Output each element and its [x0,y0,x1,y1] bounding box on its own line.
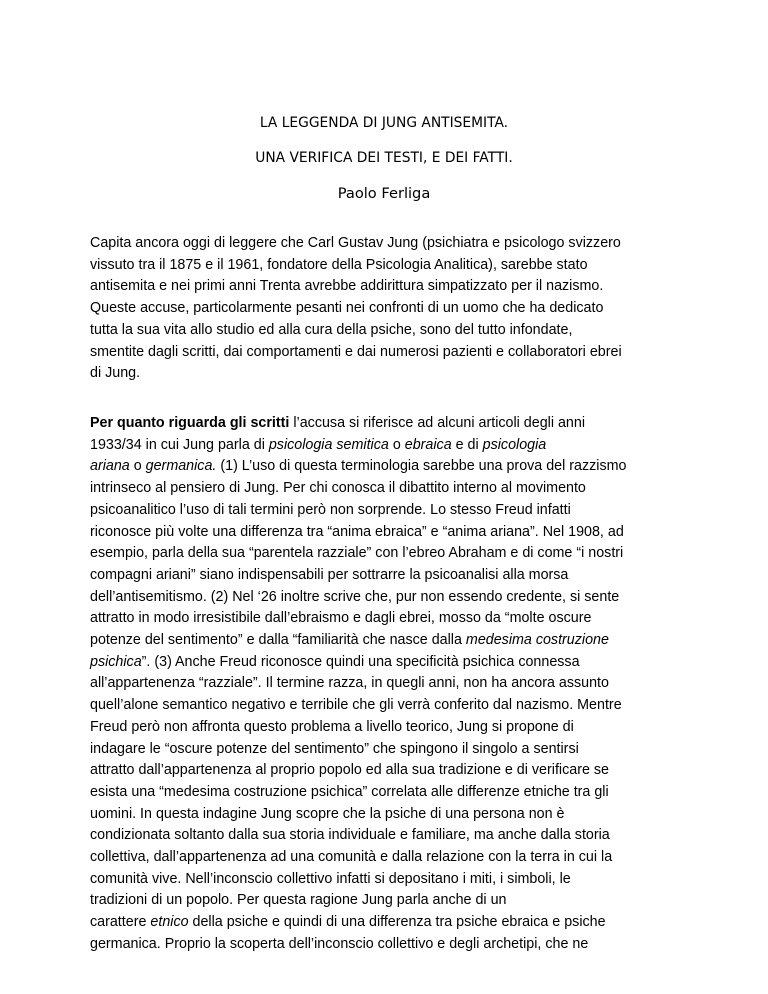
text-line: antisemita e nei primi anni Trenta avrebbe addirittura simpatizzato per il nazismo. [90,278,604,295]
text-line: carattere etnico della psiche e quindi di una differenza tra psiche ebraica e psiche [90,914,606,931]
text-line: potenze del sentimento” e dalla “familiarità che nasce dalla medesima costruzione [90,632,609,649]
text-line: condizionata soltanto dalla sua storia individuale e familiare, ma anche dalla storia [90,827,610,844]
text-line: psichica”. (3) Anche Freud riconosce quindi una specificità psichica connessa [90,653,580,670]
text-line: collettiva, dall’appartenenza ad una comunità e dalla relazione con la terra in cui la [90,849,613,866]
text-line: psicoanalitico l’uso di tali termini però non sorprende. Lo stesso Freud infatti [90,501,571,518]
text-line: tradizioni di un popolo. Per questa ragione Jung parla anche di un [90,892,507,909]
bold-lead: Per quanto riguarda gli scritti [90,415,290,431]
text-line: all’appartenenza “razziale”. Il termine razza, in quegli anni, non ha ancora assunto [90,675,609,692]
text-line: vissuto tra il 1875 e il 1961, fondatore della Psicologia Analitica), sarebbe stato [90,256,588,273]
text-line: 1933/34 in cui Jung parla di psicologia semitica o ebraica e di psicologia [90,436,547,453]
document-title: LA LEGGENDA DI JUNG ANTISEMITA. [259,115,509,131]
text-line: germanica. Proprio la scoperta dell’inconscio collettivo e degli archetipi, che ne [90,935,589,952]
text-line: di Jung. [90,365,141,382]
text-line: attratto dall’appartenenza al proprio popolo ed alla sua tradizione e di verificare se [90,762,609,779]
text-line: Queste accuse, particolarmente pesanti nei confronti di un uomo che ha dedicato [90,300,604,317]
text-line: esempio, parla della sua “parentela razziale” con l’ebreo Abraham e di come “i nostri [90,545,624,562]
text-line: tutta la sua vita allo studio ed alla cura della psiche, sono del tutto infondate, [90,321,573,338]
text-line: esista una “medesima costruzione psichica” correlata alle differenze etniche tra gli [90,783,609,800]
text-line: uomini. In questa indagine Jung scopre che la psiche di una persona non è [90,805,565,822]
text-line: attratto in modo irresistibile dall’ebraismo e dagli ebrei, mosso da “molte oscure [90,610,592,627]
text-line: Per quanto riguarda gli scritti l’accusa si riferisce ad alcuni articoli degli anni [90,415,586,431]
text-line: Freud però non affronta questo problema a livello teorico, Jung si propone di [90,718,574,735]
text-line: quell’alone semantico negativo e terribile che gli verrà conferito dal nazismo. Mentre [90,697,622,714]
text-line: compagni ariani” siano indispensabili per sottrarre la psicoanalisi alla morsa [90,566,569,583]
text-line: smentite dagli scritti, dai comportamenti e dai numerosi pazienti e collaboratori ebrei [90,343,622,360]
text-line: ariana o germanica. (1) L’uso di questa terminologia sarebbe una prova del razzismo [90,458,627,475]
text-line: indagare le “oscure potenze del sentimento” che spingono il singolo a sentirsi [90,740,579,757]
text-line: riconosce più volte una differenza tra “anima ebraica” e “anima ariana”. Nel 1908, ad [90,523,624,540]
paragraph-scritti [90,413,710,956]
document-subtitle: UNA VERIFICA DEI TESTI, E DEI FATTI. [255,150,513,166]
text-line: Capita ancora oggi di leggere che Carl Gustav Jung (psichiatra e psicologo svizzero [90,235,621,251]
document-author: Paolo Ferliga [337,185,431,202]
text-line: intrinseco al pensiero di Jung. Per chi conosca il dibattito interno al movimento [90,480,586,497]
text-line: dell’antisemitismo. (2) Nel ‘26 inoltre scrive che, pur non essendo credente, si sente [90,588,620,605]
paragraph-intro [90,233,710,385]
text-line: comunità vive. Nell’inconscio collettivo infatti si depositano i miti, i simboli, le [90,870,571,887]
